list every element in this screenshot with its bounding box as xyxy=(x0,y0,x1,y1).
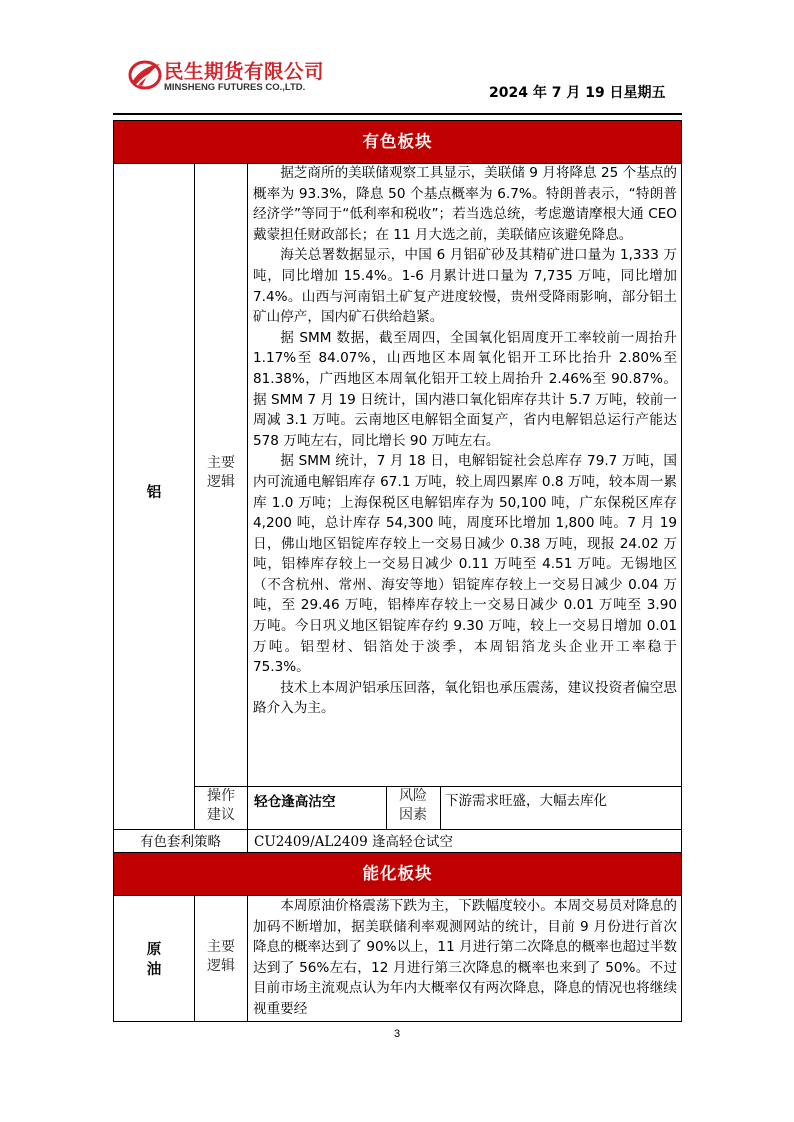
paragraph-fed: 据芝商所的美联储观察工具显示，美联储 9 月将降息 25 个基点的概率为 93.3%，降息 50 个基点概率为 6.7%。特朗普表示，“特朗普经济学”等同于“低利率和税收”；若当选总统，考虑邀请摩根大通 CEO 戴蒙担任财政部长；在 11 月大选之前，美联储应该避免降息。 xyxy=(253,165,677,243)
logic-label-2: 主要 逻辑 xyxy=(207,939,235,974)
company-name-en: MINSHENG FUTURES CO.,LTD. xyxy=(164,82,306,93)
table-border xyxy=(247,163,248,853)
header-rule xyxy=(113,113,682,115)
table-border xyxy=(113,829,682,830)
company-logo xyxy=(128,58,368,100)
table-border xyxy=(113,120,114,1022)
risk-label: 风险 因素 xyxy=(399,788,427,823)
company-name-cn: 民生期货有限公司 xyxy=(164,60,325,83)
section-title-energy: 能化板块 xyxy=(114,853,681,895)
arb-value: CU2409/AL2409 逢高轻仓试空 xyxy=(254,834,453,850)
table-border xyxy=(194,163,195,829)
op-label: 操作 建议 xyxy=(207,788,235,823)
table-border xyxy=(195,786,682,787)
report-date: 2024 年 7 月 19 日星期五 xyxy=(489,85,666,101)
table-border xyxy=(386,786,387,829)
logic-text-aluminum xyxy=(253,163,677,719)
table-border xyxy=(440,786,441,829)
page-header xyxy=(0,0,794,115)
logic-text-crude-oil xyxy=(253,896,677,1021)
paragraph-customs: 海关总署数据显示，中国 6 月铝矿砂及其精矿进口量为 1,333 万吨，同比增加 15.4%。1-6 月累计进口量为 7,735 万吨，同比增加 7.4%。山西与河南铝土矿复产进度较慢，贵州受降雨影响，部分铝土矿山停产，国内矿石供给趋紧。 xyxy=(253,247,677,326)
logo-swoosh-icon xyxy=(128,58,162,92)
table-border xyxy=(113,895,682,896)
table-border xyxy=(247,895,248,1022)
logic-label-1: 主要 逻辑 xyxy=(207,455,235,490)
risk-value: 下游需求旺盛，大幅去库化 xyxy=(445,793,607,809)
paragraph-alumina: 据 SMM 数据，截至周四，全国氧化铝周度开工率较前一周抬升 1.17%至 84.07%，山西地区本周氧化铝开工环比抬升 2.80%至 81.38%，广西地区本周氧化铝开工较上周抬升 2.46%至 90.87%。据 SMM 7 月 19 日统计，国内港口氧化铝库存共计 5.7 万吨，较前一周减 3.1 万吨。云南地区电解铝全面复产，省内电解铝总运行产能达 578 万吨左右，同比增长 90 万吨左右。 xyxy=(253,329,677,449)
section-title-nonferrous: 有色板块 xyxy=(114,121,681,163)
commodity-name-crude-oil: 原 油 xyxy=(146,942,162,978)
op-value: 轻仓逢高沽空 xyxy=(254,794,336,810)
arb-label: 有色套利策略 xyxy=(140,834,221,850)
table-border xyxy=(113,852,682,853)
table-border xyxy=(194,895,195,1022)
paragraph-crude: 本周原油价格震荡下跌为主，下跌幅度较小。本周交易员对降息的加码不断增加，据美联储利率观测网站的统计，目前 9 月份进行首次降息的概率达到了 90%以上，11 月进行第二次降息的概率也超过半数达到了 56%左右，12 月进行第三次降息的概率也来到了 50%。不过目前市场主流观点认为年内大概率仅有两次降息，降息的情况也将继续视重要经 xyxy=(253,898,677,1017)
table-border xyxy=(113,163,682,164)
paragraph-inventory: 据 SMM 统计，7 月 18 日，电解铝锭社会总库存 79.7 万吨，国内可流通电解铝库存 67.1 万吨，较上周四累库 0.8 万吨，较本周一累库 1.0 万吨；上海保税区电解铝库存为 50,100 吨，广东保税区库存 4,200 吨，总计库存 54,300 吨，周度环比增加 1,800 吨。7 月 19 日，佛山地区铝锭库存较上一交易日减少 0.38 万吨，现报 24.02 万吨，铝棒库存较上一交易日减少 0.11 万吨至 4.51 万吨。无锡地区（不含杭州、常州、海安等地）铝锭库存较上一交易日减少 0.04 万吨，至 29.46 万吨，铝棒库存较上一交易日减少 0.01 万吨至 3.90 万吨。今日巩义地区铝锭库存约 9.30 万吨，较上一交易日增加 0.01 万吨。铝型材、铝箔处于淡季，本周铝箔龙头企业开工率稳于 75.3%。 xyxy=(253,453,677,676)
page-number: 3 xyxy=(393,1028,401,1040)
table-border xyxy=(113,120,682,121)
paragraph-technical: 技术上本周沪铝承压回落，氧化铝也承压震荡，建议投资者偏空思路介入为主。 xyxy=(253,679,677,717)
table-border xyxy=(113,1021,682,1022)
table-border xyxy=(681,120,682,1022)
commodity-name-aluminum: 铝 xyxy=(146,485,162,501)
